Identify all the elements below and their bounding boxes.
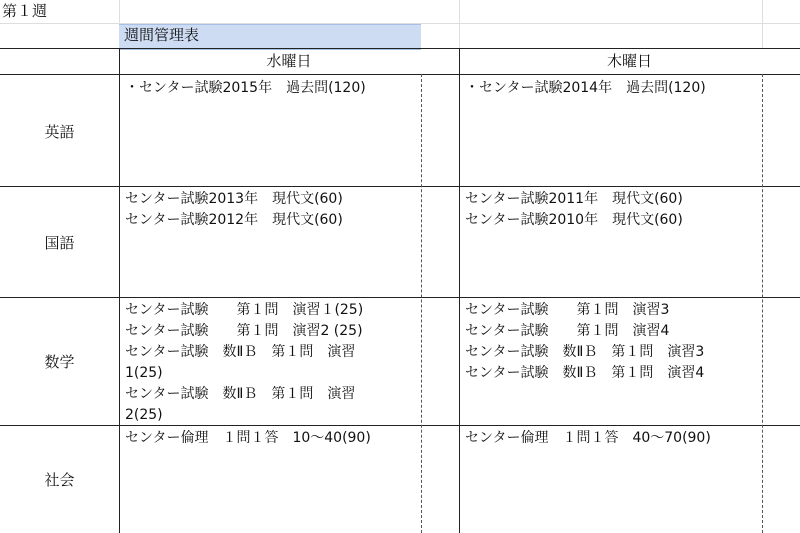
table-title: 週間管理表: [124, 26, 200, 44]
grid-line: [459, 0, 460, 48]
day-header-thursday[interactable]: 木曜日: [606, 52, 652, 70]
cell-wed-japanese-line[interactable]: センター試験2012年 現代文(60): [125, 212, 343, 228]
cell-wed-math-line[interactable]: センター試験 数ⅡＢ 第１問 演習: [125, 386, 356, 402]
day-header-wednesday[interactable]: 水曜日: [266, 52, 312, 70]
cell-thu-math-line[interactable]: センター試験 第１問 演習4: [465, 323, 670, 339]
subject-math[interactable]: 数学: [44, 353, 75, 371]
subject-japanese[interactable]: 国語: [44, 234, 75, 252]
cell-thu-japanese-line[interactable]: センター試験2010年 現代文(60): [465, 212, 683, 228]
cell-wed-math-line[interactable]: 1(25): [125, 365, 163, 381]
cell-thu-japanese-line[interactable]: センター試験2011年 現代文(60): [465, 191, 683, 207]
dashed-divider: [762, 74, 763, 533]
table-border: [0, 186, 800, 187]
cell-wed-math-line[interactable]: センター試験 第１問 演習１(25): [125, 302, 364, 318]
cell-wed-social-line[interactable]: センター倫理 １問１答 10〜40(90): [125, 430, 371, 446]
grid-line: [762, 0, 763, 48]
table-border: [0, 297, 800, 298]
week-label[interactable]: 第１週: [2, 2, 48, 20]
cell-wed-math-line[interactable]: 2(25): [125, 407, 163, 423]
table-border: [0, 425, 800, 426]
cell-wed-math-line[interactable]: センター試験 第１問 演習2 (25): [125, 323, 363, 339]
subject-social[interactable]: 社会: [44, 471, 75, 489]
cell-wed-math-line[interactable]: センター試験 数ⅡＢ 第１問 演習: [125, 344, 356, 360]
cell-thu-english-line[interactable]: ・センター試験2014年 過去問(120): [465, 80, 706, 96]
table-border: [119, 48, 120, 533]
cell-thu-math-line[interactable]: センター試験 第１問 演習3: [465, 302, 670, 318]
cell-wed-english-line[interactable]: ・センター試験2015年 過去問(120): [125, 80, 366, 96]
table-border: [459, 48, 460, 533]
cell-thu-math-line[interactable]: センター試験 数ⅡＢ 第１問 演習3: [465, 344, 705, 360]
table-border: [0, 74, 800, 75]
dashed-divider: [421, 74, 422, 533]
cell-thu-social-line[interactable]: センター倫理 １問１答 40〜70(90): [465, 430, 711, 446]
cell-thu-math-line[interactable]: センター試験 数ⅡＢ 第１問 演習4: [465, 365, 705, 381]
cell-wed-japanese-line[interactable]: センター試験2013年 現代文(60): [125, 191, 343, 207]
subject-english[interactable]: 英語: [44, 123, 75, 141]
